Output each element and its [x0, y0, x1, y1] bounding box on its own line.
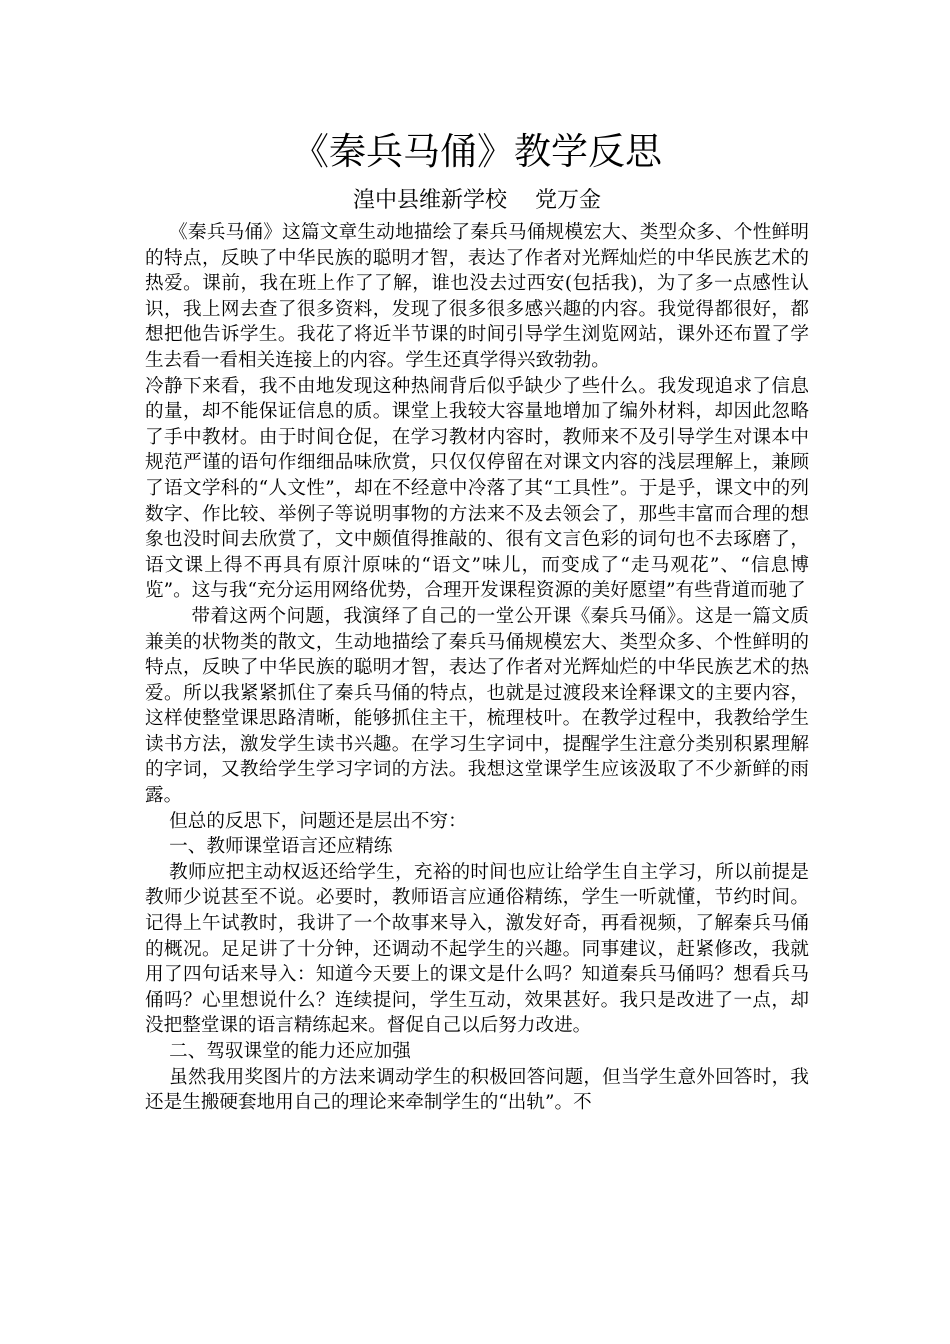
paragraph-classroom-control: 虽然我用奖图片的方法来调动学生的积极回答问题，但当学生意外回答时，我还是生搬硬套地用自己的理论来牵制学生的“出轨”。不: [145, 1066, 809, 1114]
author-line: 湟中县维新学校 党万金: [353, 188, 601, 213]
document-title: 《秦兵马俑》教学反思: [292, 130, 662, 173]
section-heading-classroom-control: 二、驾驭课堂的能力还应加强: [169, 1041, 411, 1062]
paragraph-language: 教师应把主动权返还给学生，充裕的时间也应让给学生自主学习，所以前提是教师少说甚至不说。必要时，教师语言应通俗精练，学生一听就懂，节约时间。记得上午试教时，我讲了一个故事来导入，激发好奇，再看视频，了解秦兵马俑的概况。足足讲了十分钟，还调动不起学生的兴趣。同事建议，赶紧修改，我就用了四句话来导入：知道今天要上的课文是什么吗？知道秦兵马俑吗？想看兵马俑吗？心里想说什么？连续提问，学生互动，效果甚好。我只是改进了一点，却没把整堂课的语言精练起来。督促自己以后努力改进。: [145, 861, 809, 1037]
paragraph-intro: 《秦兵马俑》这篇文章生动地描绘了秦兵马俑规模宏大、类型众多、个性鲜明的特点，反映了中华民族的聪明才智，表达了作者对光辉灿烂的中华民族艺术的热爱。课前，我在班上作了了解，谁也没去过西安(包括我)，为了多一点感性认识，我上网去查了很多资料，发现了很多很多感兴趣的内容。我觉得都很好，都想把他告诉学生。我花了将近半节课的时间引导学生浏览网站，课外还布置了学生去看一看相关连接上的内容。学生还真学得兴致勃勃。: [145, 222, 809, 371]
paragraph-open-class: 带着这两个问题，我演绎了自己的一堂公开课《秦兵马俑》。这是一篇文质兼美的状物类的散文，生动地描绘了秦兵马俑规模宏大、类型众多、个性鲜明的特点，反映了中华民族的聪明才智，表达了作者对光辉灿烂的中华民族艺术的热爱。所以我紧紧抓住了秦兵马俑的特点，也就是过渡段来诠释课文的主要内容，这样使整堂课思路清晰，能够抓住主干，梳理枝叶。在教学过程中，我教给学生读书方法，激发学生读书兴趣。在学习生字词中，提醒学生注意分类别积累理解的字词，又教给学生学习字词的方法。我想这堂课学生应该汲取了不少新鲜的雨露。: [145, 605, 809, 807]
paragraph-reflection: 冷静下来看，我不由地发现这种热闹背后似乎缺少了些什么。我发现追求了信息的量，却不能保证信息的质。课堂上我较大容量地增加了编外材料，却因此忽略了手中教材。由于时间仓促，在学习教材内容时，教师来不及引导学生对课本中规范严谨的语句作细细品味欣赏，只仅仅停留在对课文内容的浅层理解上，兼顾了语文学科的“人文性”，却在不经意中冷落了其“工具性”。于是乎，课文中的列数字、作比较、举例子等说明事物的方法来不及去领会了，那些丰富而合理的想象也没时间去欣赏了，文中颇值得推敲的、很有文言色彩的词句也不去琢磨了，语文课上得不再具有原汁原味的“语文”味儿，而变成了“走马观花”、“信息博览”。这与我“充分运用网络优势，合理开发课程资源的美好愿望”有些背道而驰了: [145, 375, 809, 602]
document-page: [145, 128, 809, 1116]
paragraph-problems-intro: 但总的反思下，问题还是层出不穷：: [169, 810, 467, 832]
section-heading-language: 一、教师课堂语言还应精练: [169, 836, 393, 858]
